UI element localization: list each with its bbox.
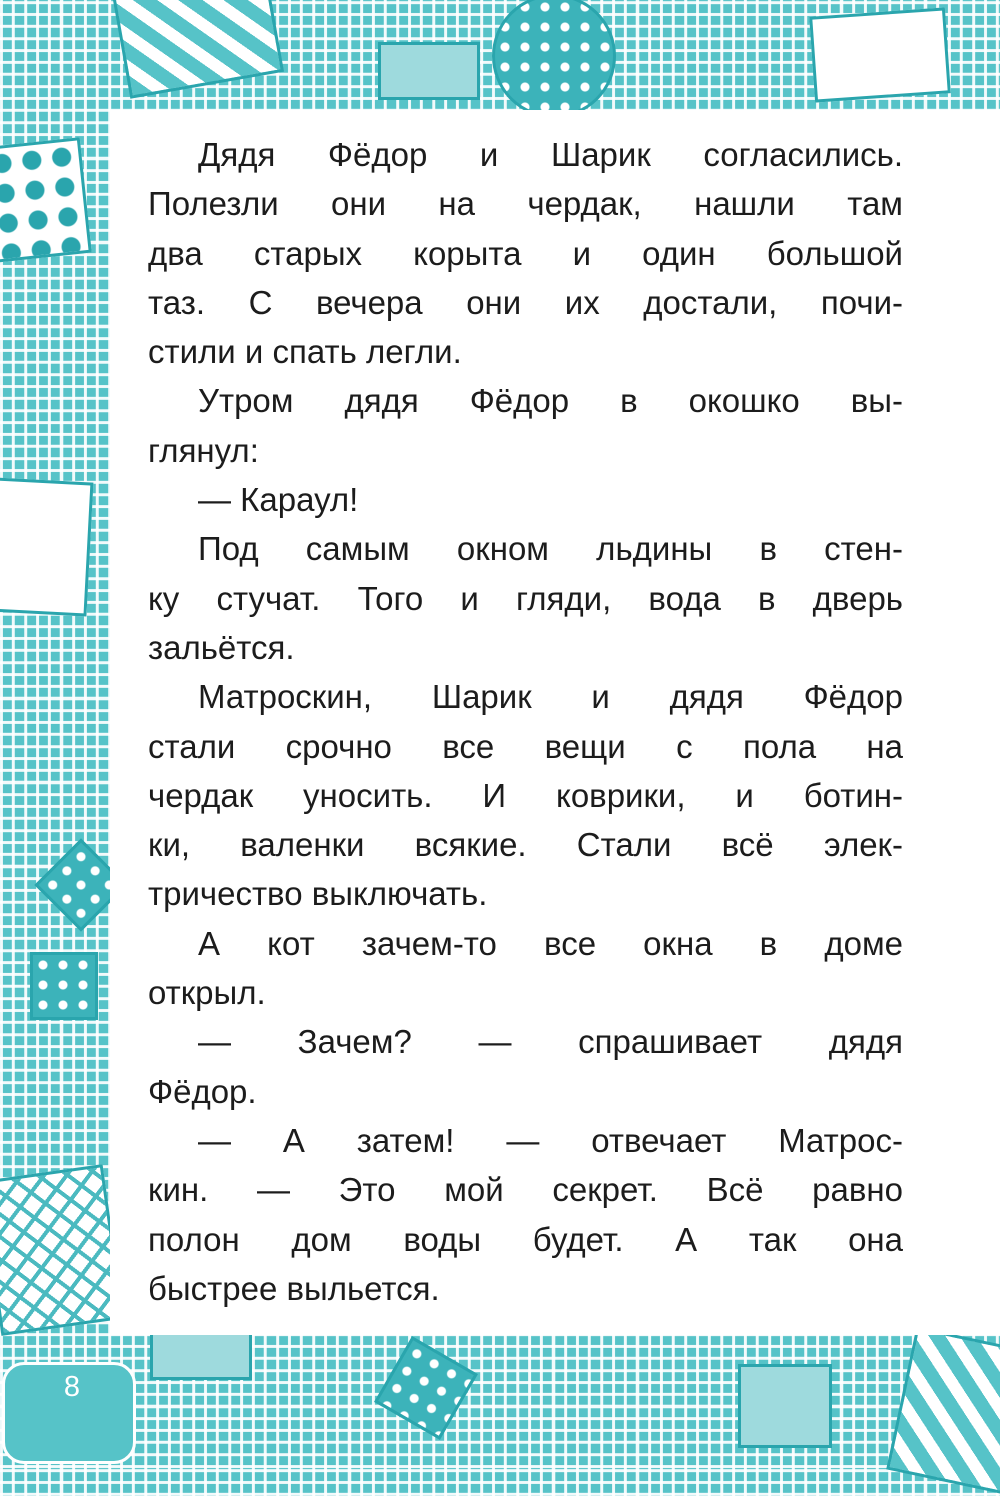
story-paragraph: [148, 376, 903, 475]
story-text: [148, 130, 903, 1313]
story-paragraph: [148, 919, 903, 1018]
text-line: стали срочно все вещи с пола на: [148, 727, 903, 765]
text-line: Утром дядя Фёдор в окошко вы-: [198, 382, 903, 420]
patch-square-left: [30, 952, 98, 1020]
text-line: полон дом воды будет. А так она: [148, 1220, 903, 1258]
text-line: стили и спать легли.: [148, 333, 462, 371]
page-number-badge: [2, 1362, 136, 1464]
patch-stripes-bottom-right: [886, 1326, 1000, 1495]
text-line: быстрее выльется.: [148, 1269, 440, 1307]
text-line: Под самым окном льдины в стен-: [198, 530, 903, 568]
story-paragraph: [148, 1116, 903, 1313]
text-line: кин. — Это мой секрет. Всё равно: [148, 1171, 903, 1209]
story-paragraph: [148, 130, 903, 376]
text-line: таз. С вечера они их достали, почи-: [148, 283, 903, 321]
story-paragraph: [148, 524, 903, 672]
text-line: глянул:: [148, 431, 259, 469]
story-paragraph: [148, 475, 903, 524]
text-line: Полезли они на чердак, нашли там: [148, 185, 903, 223]
text-line: открыл.: [148, 974, 266, 1012]
text-line: ку стучат. Того и гляди, вода в дверь: [148, 579, 903, 617]
patch-rect-top: [378, 42, 480, 100]
text-line: тричество выключать.: [148, 875, 488, 913]
patch-round-top: [492, 0, 616, 118]
text-line: зальётся.: [148, 628, 295, 666]
patch-square-bottom-right: [738, 1364, 832, 1448]
patch-dots-left: [0, 137, 92, 263]
text-line: Дядя Фёдор и Шарик согласились.: [198, 136, 903, 173]
text-line: А кот зачем-то все окна в доме: [198, 924, 903, 962]
text-line: — Зачем? — спрашивает дядя: [198, 1023, 903, 1061]
patch-diamond-bottom: [374, 1336, 478, 1440]
page-number: 8: [63, 1371, 81, 1403]
patch-stripes-top-left: [112, 0, 284, 99]
text-line: ки, валенки всякие. Стали всё элек-: [148, 826, 903, 864]
patch-flower-left: [0, 478, 93, 617]
text-line: Матроскин, Шарик и дядя Фёдор: [198, 678, 903, 716]
patch-check-bottom-left: [0, 1164, 124, 1336]
story-paragraph: [148, 1017, 903, 1116]
story-paragraph: [148, 672, 903, 918]
patch-flower-top-right: [809, 7, 951, 102]
text-line: — Караул!: [198, 481, 359, 519]
text-line: чердак уносить. И коврики, и ботин-: [148, 776, 903, 814]
text-line: Фёдор.: [148, 1072, 257, 1110]
text-line: два старых корыта и один большой: [148, 234, 903, 272]
text-line: — А затем! — отвечает Матрос-: [198, 1121, 903, 1159]
